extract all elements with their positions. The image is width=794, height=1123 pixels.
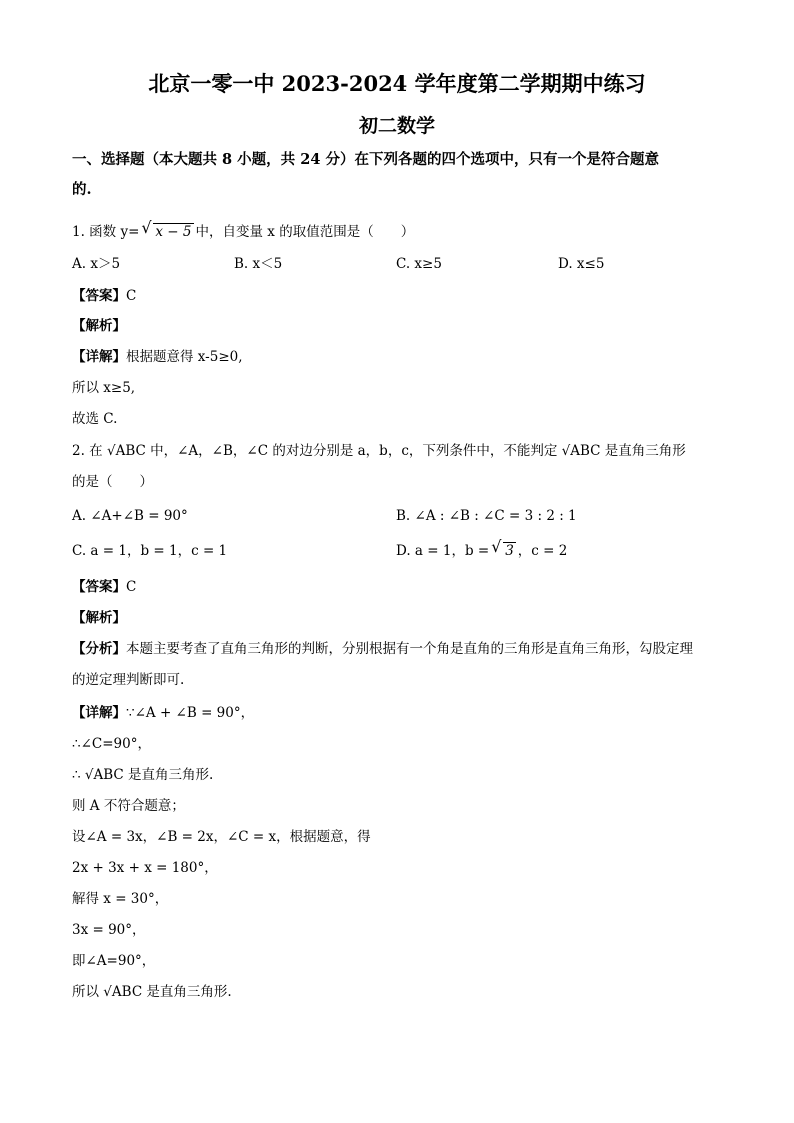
q2-detail-line-1: ∵∠A + ∠B = 90°， bbox=[126, 705, 255, 721]
detail-label: 【详解】 bbox=[72, 349, 126, 365]
page-title: 北京一零一中 2023-2024 学年度第二学期期中练习 bbox=[148, 71, 646, 96]
q1-option-b: B. x＜5 bbox=[234, 256, 283, 272]
q2-stem: 2. 在 √ABC 中，∠A，∠B，∠C 的对边分别是 a，b，c，下列条件中，不能判定 √ABC 是直角三角形 bbox=[72, 443, 686, 459]
q2-fenxi-text: 本题主要考查了直角三角形的判断，分别根据有一个角是直角的三角形是直角三角形，勾股定理 bbox=[126, 641, 693, 657]
q2-option-d-radicand: 3 bbox=[505, 543, 514, 559]
fenxi-label: 【分析】 bbox=[72, 641, 126, 657]
q1-answer bbox=[72, 286, 136, 306]
q2-option-a: A. ∠A+∠B = 90° bbox=[72, 508, 188, 524]
q2-detail-line-2: ∴∠C=90°， bbox=[72, 736, 151, 752]
q2-option-d-post: ，c = 2 bbox=[517, 543, 568, 559]
q2-detail-line-6: 2x + 3x + x = 180°， bbox=[72, 860, 218, 876]
q2-option-d-pre: D. a = 1，b = bbox=[396, 543, 490, 559]
q1-option-d: D. x≤5 bbox=[558, 256, 605, 272]
q2-answer-value: C bbox=[126, 579, 137, 595]
q1-detail-text: 根据题意得 x-5≥0, bbox=[126, 349, 243, 365]
q2-option-b: B. ∠A : ∠B : ∠C = 3 : 2 : 1 bbox=[396, 508, 577, 524]
q1-radicand: x − 5 bbox=[155, 224, 192, 240]
q2-detail-line-9: 即∠A=90°， bbox=[72, 953, 156, 969]
q2-analysis-label: 【解析】 bbox=[72, 610, 126, 626]
q1-stem bbox=[72, 218, 415, 242]
q1-radical bbox=[141, 218, 193, 242]
q2-option-c: C. a = 1，b = 1，c = 1 bbox=[72, 543, 228, 559]
answer-label: 【答案】 bbox=[72, 288, 126, 304]
q2-stem-cont: 的是（ ） bbox=[72, 474, 153, 490]
q2-detail bbox=[72, 703, 254, 723]
q2-detail-line-4: 则 A 不符合题意； bbox=[72, 798, 185, 814]
q2-fenxi-cont: 的逆定理判断即可. bbox=[72, 672, 185, 688]
q2-option-d bbox=[396, 537, 568, 561]
q2-detail-line-3: ∴ √ABC 是直角三角形. bbox=[72, 767, 214, 783]
q2-option-d-radical bbox=[491, 537, 516, 561]
q1-option-c: C. x≥5 bbox=[396, 256, 442, 272]
section-heading: 一、选择题（本大题共 8 小题，共 24 分）在下列各题的四个选项中，只有一个是符合题意 bbox=[72, 151, 659, 168]
answer-label: 【答案】 bbox=[72, 579, 126, 595]
q1-detail bbox=[72, 347, 243, 367]
q1-option-a: A. x＞5 bbox=[72, 256, 121, 272]
sqrt-sign-icon: √ bbox=[491, 537, 502, 556]
q2-fenxi bbox=[72, 639, 693, 659]
page-subtitle: 初二数学 bbox=[358, 115, 435, 137]
q2-detail-line-7: 解得 x = 30°， bbox=[72, 891, 169, 907]
q2-detail-line-5: 设∠A = 3x，∠B = 2x，∠C = x，根据题意，得 bbox=[72, 829, 371, 845]
q1-analysis-label: 【解析】 bbox=[72, 318, 126, 334]
q2-answer bbox=[72, 577, 136, 597]
q1-step-3: 故选 C. bbox=[72, 411, 118, 427]
section-heading-cont: 的. bbox=[72, 181, 92, 198]
q2-detail-line-10: 所以 √ABC 是直角三角形. bbox=[72, 984, 232, 1000]
q2-detail-line-8: 3x = 90°， bbox=[72, 922, 146, 938]
q1-answer-value: C bbox=[126, 288, 137, 304]
q1-stem-pre: 1. 函数 y= bbox=[72, 224, 140, 240]
q1-stem-post: 中，自变量 x 的取值范围是（ ） bbox=[195, 224, 415, 240]
sqrt-sign-icon: √ bbox=[141, 218, 152, 237]
detail-label: 【详解】 bbox=[72, 705, 126, 721]
q1-step-2: 所以 x≥5, bbox=[72, 380, 136, 396]
